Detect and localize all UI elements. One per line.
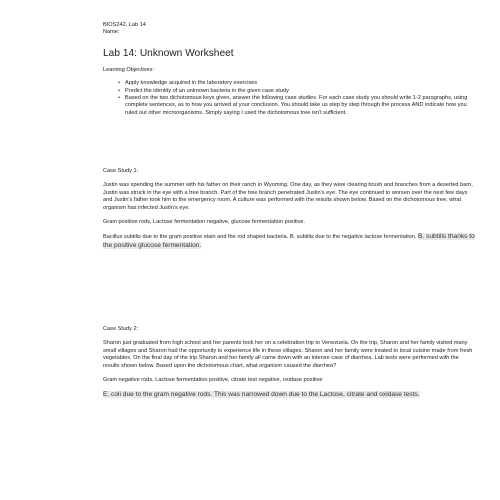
objective-item: • Based on the two dichotomous keys given, answer the following case studies. For each case study you should write 1-2 paragraphs, using complete sentences, as to how you arrived at your conclusion. You should take us step by step through the process AND indicate how you ruled out other microorganisms. Simply saying I used the dichotomous tree isn't sufficient.: [118, 95, 468, 116]
case2-answer-highlight[interactable]: E. coli due to the gram negative rods. This was narrowed down due to the Lactose, citrate and oxidase tests.: [103, 390, 420, 398]
case2-label: Case Study 2:: [103, 326, 139, 332]
case1-answer[interactable]: [103, 233, 475, 251]
case-study-2: [103, 326, 475, 399]
objectives-list: [103, 80, 475, 117]
case1-scenario: Justin was spending the summer with his father on their ranch in Wyoming. One day, as they were clearing brush and branches from a deserted barn, Justin was struck in the eye with a tree branch. Part of the tree branch penetrated Justin's eye. The eye continued to worsen over the next few days and Justin's father took him to the emergency room. A culture was performed with the results shown below. Based on the dichotomous tree, what organism has infected Justin's eye.: [103, 181, 473, 212]
case1-answer-text: Bacillus subtilis due to the gram positive stain and the rod shaped bacteria. B. subtilis due to the negative lactose fermentation.: [103, 233, 417, 240]
objectives-label: Learning Objectives:: [103, 66, 154, 73]
course-line: BIOS242, Lab 14: [103, 22, 146, 28]
bullet-icon: •: [118, 95, 120, 102]
case-study-1: [103, 168, 475, 250]
case1-results: Gram positive rods, Lactose fermentation negative, glucose fermentation positive.: [103, 218, 306, 225]
document-page: [103, 22, 475, 398]
bullet-icon: •: [118, 80, 120, 87]
case2-results: Gram negative rods, Lactose fermentation positive, citrate test negative, oxidase positive: [103, 376, 323, 383]
name-line: Name:: [103, 29, 120, 36]
case2-answer[interactable]: [103, 391, 475, 400]
objective-item: • Predict the identity of an unknown bacteria in the given case study: [118, 87, 289, 94]
objective-item: • Apply knowledge acquired in the laboratory exercises: [118, 80, 258, 87]
bullet-icon: •: [118, 87, 120, 94]
case1-answer-highlight[interactable]: B. subtilis thanks to the positive glucose fermentation.: [103, 232, 475, 249]
case1-label: Case Study 1:: [103, 168, 139, 174]
page-title: Lab 14: Unknown Worksheet: [103, 47, 234, 59]
case2-scenario: Sharon just graduated from high school and her parents took her on a celebration trip to Venezuela. On the trip, Sharon and her family visited many small villages and Sharon had the opportunity to experience life in these villages. Sharon and her family were treated to local cuisine made from fresh vegetables. On the final day of the trip Sharon and her family all came down with an intense case of diarrhea. Lab tests were performed with the results shown below. Based upon the dichotomous chart, what organism caused the diarrhea?: [103, 339, 473, 370]
